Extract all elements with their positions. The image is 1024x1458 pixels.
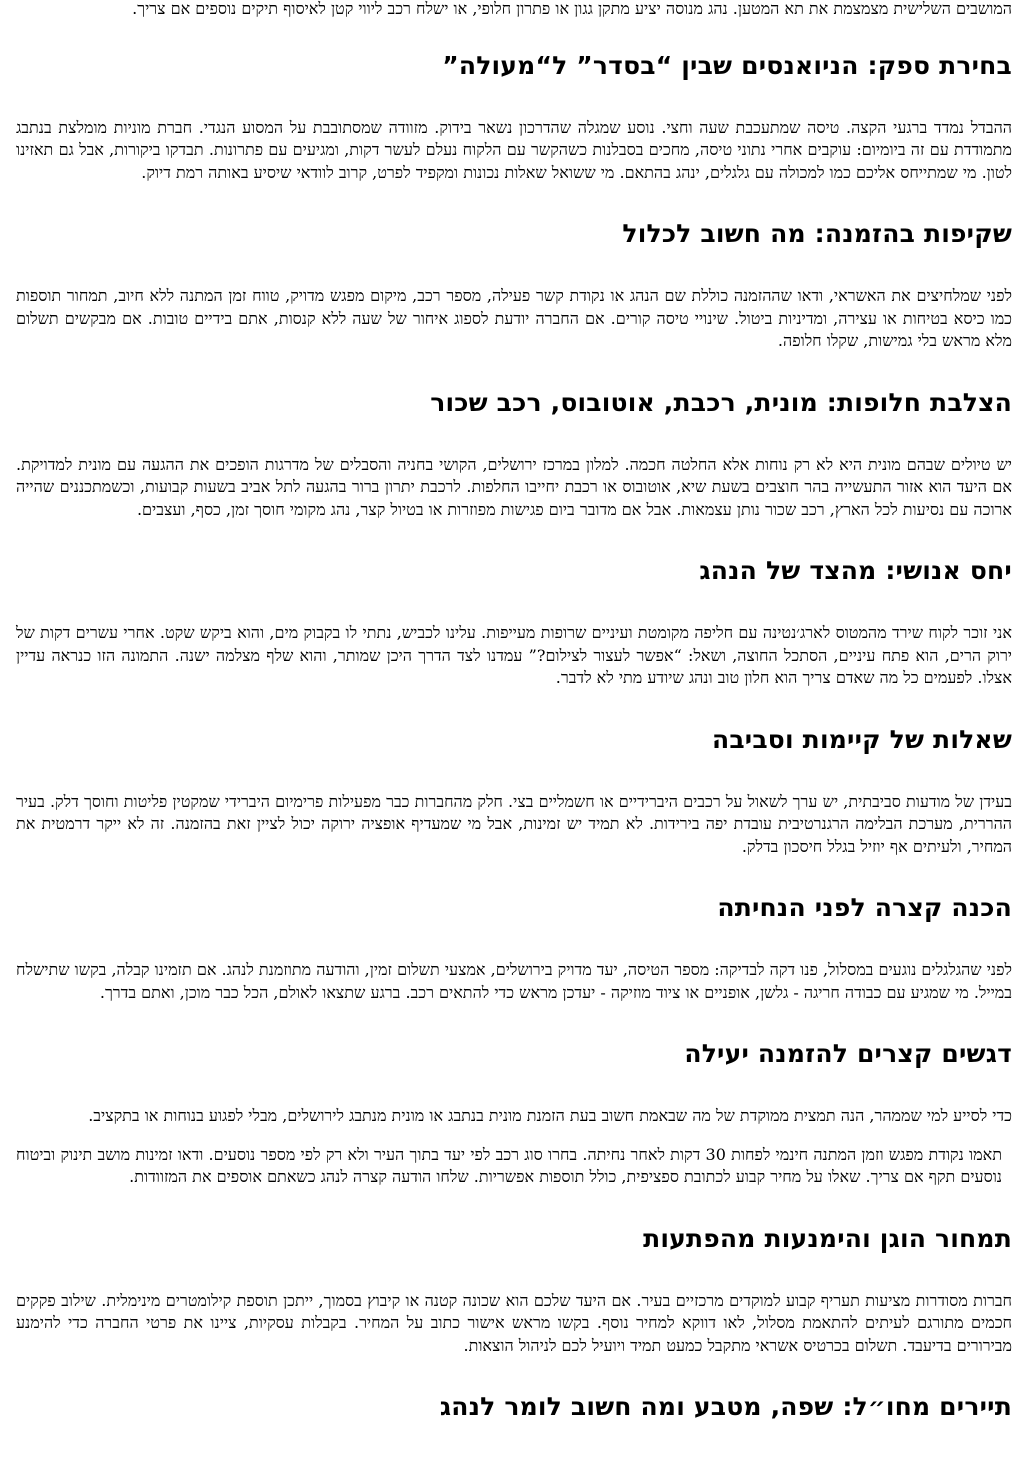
lead-paragraph: המושבים השלישית מצמצמת את תא המטען. נהג מנוסה יציע מתקן גגון או פתרון חלופי, או ישלח רכב ליווי קטן לאיסוף תיקים נוספים אם צריך. [132, 0, 1012, 18]
section-heading: הצלבת חלופות: מונית, רכבת, אוטובוס, רכב שכור [430, 387, 1012, 417]
section-paragraph: ההבדל נמדד ברגעי הקצה. טיסה שמתעכבת שעה וחצי. נוסע שמגלה שהדרכון נשאר בידוק. מזוודה שמסתובבת על המסוע הנגדי. חברת מוניות מומלצת בנתבג מתמודדת עם זה ביומיום: עוקבים אחרי נתוני טיסה, מחכים בסבלנות כשהקשר עם הלקוח נעלם לעשר דקות, ומגיעים עם פתרונות. תבדקו ביקורות, אבל גם תאזינו לטון. מי שמתייחס אליכם כמו למכולה עם גלגלים, ינהג בהתאם. מי ששואל שאלות נכונות ומקפיד לפרט, קרוב לוודאי שיסיע באותה רמת דיוק. [16, 117, 1012, 182]
section-paragraph: בעידן של מודעות סביבתית, יש ערך לשאול על רכבים היברידיים או חשמליים בצי. חלק מהחברות כבר מפעילות פרימיום היברידי שמקטין פליטות וחוסך דלק. בעיר ההררית, מערכת הבלימה הרגנרטיבית עובדת יפה בירידות. לא תמיד יש זמינות, אבל מי שמעדיף אופציה ירוקה יכול לציין זאת בהזמנה. זה לא ייקר דרמטית את המחיר, ולעיתים אף יוזיל בגלל חיסכון בדלק. [16, 791, 1012, 856]
section-vendor-choice [16, 49, 1012, 185]
section-heading: יחס אנושי: מהצד של הנהג [699, 556, 1012, 585]
section-sustainability [16, 723, 1012, 859]
section-heading: תיירים מחו״ל: שפה, מטבע ומה חשוב לומר לנהג [439, 1392, 1012, 1421]
section-heading: שאלות של קיימות וסביבה [711, 724, 1012, 754]
article [16, 0, 1012, 1458]
section-pre-landing-prep [16, 891, 1012, 1004]
section-heading: שקיפות בהזמנה: מה חשוב לכלול [622, 219, 1012, 248]
section-booking-transparency [16, 217, 1012, 353]
section-booking-tips [16, 1037, 1012, 1189]
section-fair-pricing [16, 1222, 1012, 1358]
section-paragraph: לפני שהגלגלים נוגעים במסלול, פנו דקה לבדיקה: מספר הטיסה, יעד מדויק בירושלים, אמצעי תשלום זמין, והודעה מתוזמנת לנהג. אם תזמינו קבלה, בקשו שתישלח במייל. מי שמגיע עם כבודה חריגה - גלשן, אופניים או ציוד מוזיקה - יעדכן מראש כדי להתאים רכב. ברגע שתצאו לאולם, הכל כבר מוכן, ואתם בדרך. [16, 960, 1012, 1002]
section-heading: דגשים קצרים להזמנה יעילה [684, 1039, 1012, 1068]
section-heading: בחירת ספק: הניואנסים שבין “בסדר” ל“מעולה” [442, 50, 1012, 80]
section-paragraph: חברות מסודרות מציעות תעריף קבוע למוקדים מרכזיים בעיר. אם היעד שלכם הוא שכונה קטנה או קיבוץ בסמוך, ייתכן תוספת קילומטרים מינימלית. שילוב פקקים חכמים מתורגם לעיתים להתאמת מסלול, לאו דווקא למחיר נוסף. בקשו מראש אישור כתוב על המחיר. בקבלות עסקיות, ציינו את פרטי החברה כדי להימנע מבירורים בדיעבד. תשלום בכרטיס אשראי מתקבל כמעט תמיד ויועיל לכם לניהול הוצאות. [16, 1290, 1012, 1355]
section-paragraph: יש טיולים שבהם מונית היא לא רק נוחות אלא החלטה חכמה. למלון במרכז ירושלים, הקושי בחניה והסבלים של מדרגות הופכים את ההגעה עם מונית למדויקת. אם היעד הוא אזור התעשייה בהר חוצבים בשעת שיא, אוטובוס או רכבת יחייבו החלפות. לרכבת יתרון ברור בהגעה לתל אביב בשעות קבועות, וכשמתכננים שהייה ארוכה עם נסיעות לכל הארץ, רכב שכור נותן עצמאות. אבל אם מדובר ביום פגישות מפוזרות או בטיול קצר, נהג מקומי חוסך זמן, כסף, ועצבים. [16, 454, 1012, 519]
section-human-touch [16, 554, 1012, 690]
section-alternatives [16, 386, 1012, 522]
section-paragraph: לפני שמלחיצים את האשראי, ודאו שההזמנה כוללת שם הנהג או נקודת קשר פעילה, מספר רכב, מיקום מפגש מדויק, טווח זמן המתנה ללא חיוב, תמחור תוספות כמו כיסא בטיחות או עצירה, ומדיניות ביטול. שינויי טיסה קורים. אם החברה יודעת לספוג איחור של שעה ללא קנסות, אתם בידיים טובות. אם מבקשים תשלום מלא מראש בלי גמישות, שקלו חלופה. [16, 286, 1012, 350]
section-foreign-tourists [16, 1390, 1012, 1424]
section-heading: הכנה קצרה לפני הנחיתה [717, 893, 1012, 922]
section-paragraph: כדי לסייע למי שממהר, הנה תמצית ממוקדת של מה שבאמת חשוב בעת הזמנת מונית בנתבג או מונית מנתבג לירושלים, מבלי לפגוע בנוחות או בתקציב. [88, 1106, 1012, 1125]
section-paragraph: אני זוכר לקוח שירד מהמטוס לארג׳נטינה עם חליפה מקומטת ועיניים שרופות מעייפות. עלינו לכביש, נתתי לו בקבוק מים, והוא ביקש שקט. אחרי עשרים דקות של ירוק הרים, הוא פתח עיניים, הסתכל החוצה, ושאל: “אפשר לעצור לצילום?” עמדנו לצד הדרך היכן שמותר, והוא שלף מצלמה ישנה. התמונה הזו כנראה עדיין אצלו. לפעמים כל מה שאדם צריך הוא חלון טוב ונהג שיודע מתי לא לדבר. [16, 623, 1012, 687]
tips-paragraph: תאמו נקודת מפגש וזמן המתנה חינמי לפחות 30 דקות לאחר נחיתה. בחרו סוג רכב לפי יעד בתוך העיר ולא רק לפי מספר נוסעים. ודאו זמינות מושב תינוק וביטוח נוסעים תקף אם צריך. שאלו על מחיר קבוע לכתובת ספציפית, כולל תוספות אפשריות. שלחו הודעה קצרה לנהג כשאתם אוספים את המזוודות. [16, 1144, 1002, 1186]
section-heading: תמחור הוגן והימנעות מהפתעות [643, 1223, 1012, 1253]
